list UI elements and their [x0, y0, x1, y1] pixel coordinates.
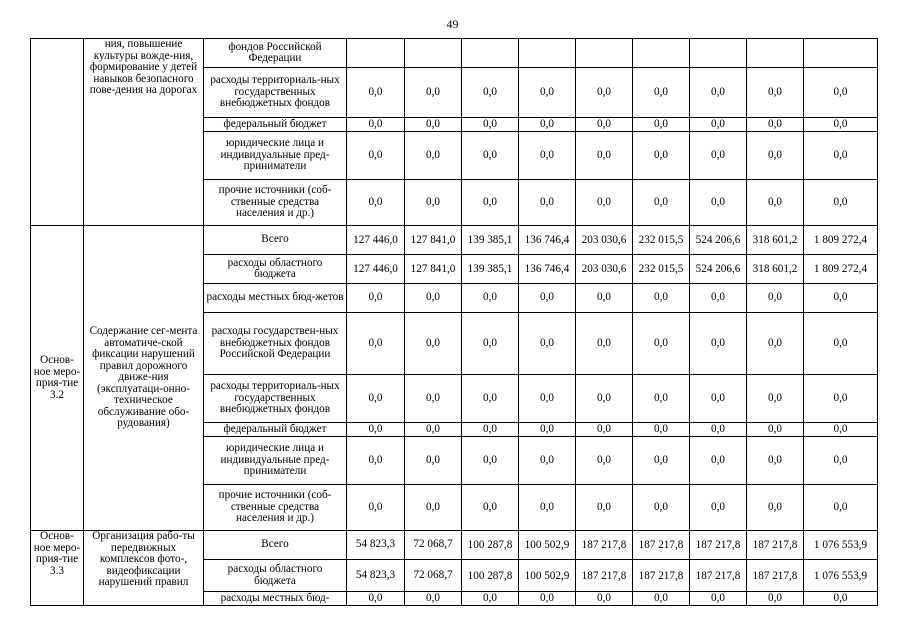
value-cell: 0,0 — [519, 592, 576, 606]
value-cell: 0,0 — [690, 284, 747, 313]
value-cell: 0,0 — [576, 592, 633, 606]
value-cell: 136 746,4 — [519, 226, 576, 255]
value-cell: 0,0 — [747, 132, 804, 180]
value-cell — [462, 39, 519, 68]
value-cell: 187 217,8 — [747, 531, 804, 560]
value-cell: 187 217,8 — [576, 560, 633, 592]
value-cell: 318 601,2 — [747, 226, 804, 255]
value-cell: 0,0 — [462, 592, 519, 606]
funding-source: прочие источники (соб-ственные средства населения и др.) — [204, 485, 347, 531]
value-cell: 0,0 — [690, 423, 747, 437]
value-cell: 203 030,6 — [576, 226, 633, 255]
value-cell: 0,0 — [347, 118, 405, 132]
funding-source: расходы областного бюджета — [204, 255, 347, 284]
value-cell: 0,0 — [405, 180, 462, 226]
value-cell: 0,0 — [347, 180, 405, 226]
value-cell — [747, 39, 804, 68]
funding-source: расходы местных бюд- — [204, 592, 347, 606]
value-cell: 127 446,0 — [347, 255, 405, 284]
value-cell: 0,0 — [462, 375, 519, 423]
value-cell: 318 601,2 — [747, 255, 804, 284]
value-cell — [405, 39, 462, 68]
value-cell: 0,0 — [347, 485, 405, 531]
value-cell: 0,0 — [462, 313, 519, 375]
value-cell: 72 068,7 — [405, 560, 462, 592]
value-cell: 0,0 — [804, 284, 878, 313]
funding-source: юридические лица и индивидуальные пред-приниматели — [204, 437, 347, 485]
value-cell: 0,0 — [576, 68, 633, 118]
value-cell: 0,0 — [519, 313, 576, 375]
measure-label: Основ-ное меро-прия-тие 3.3 — [31, 531, 84, 606]
table-row — [31, 226, 878, 255]
budget-table — [30, 38, 878, 606]
value-cell: 0,0 — [747, 284, 804, 313]
value-cell: 0,0 — [519, 180, 576, 226]
value-cell: 524 206,6 — [690, 255, 747, 284]
value-cell: 127 841,0 — [405, 226, 462, 255]
value-cell: 0,0 — [690, 118, 747, 132]
value-cell: 0,0 — [347, 375, 405, 423]
value-cell: 0,0 — [747, 423, 804, 437]
value-cell: 72 068,7 — [405, 531, 462, 560]
value-cell: 0,0 — [462, 423, 519, 437]
value-cell: 0,0 — [747, 118, 804, 132]
value-cell: 0,0 — [747, 180, 804, 226]
value-cell: 0,0 — [576, 485, 633, 531]
value-cell — [804, 39, 878, 68]
value-cell: 0,0 — [405, 68, 462, 118]
value-cell: 187 217,8 — [576, 531, 633, 560]
funding-source: федеральный бюджет — [204, 423, 347, 437]
value-cell: 100 502,9 — [519, 531, 576, 560]
value-cell: 0,0 — [690, 437, 747, 485]
value-cell: 0,0 — [462, 437, 519, 485]
value-cell — [633, 39, 690, 68]
value-cell: 1 076 553,9 — [804, 560, 878, 592]
value-cell: 187 217,8 — [690, 531, 747, 560]
value-cell: 0,0 — [804, 180, 878, 226]
funding-source: расходы областного бюджета — [204, 560, 347, 592]
value-cell: 0,0 — [462, 485, 519, 531]
value-cell: 0,0 — [633, 68, 690, 118]
value-cell: 0,0 — [347, 437, 405, 485]
value-cell: 0,0 — [347, 68, 405, 118]
value-cell: 0,0 — [690, 485, 747, 531]
page-number: 49 — [446, 17, 459, 31]
value-cell: 0,0 — [405, 485, 462, 531]
value-cell: 0,0 — [462, 118, 519, 132]
value-cell: 0,0 — [633, 423, 690, 437]
value-cell: 0,0 — [405, 592, 462, 606]
value-cell: 0,0 — [804, 592, 878, 606]
value-cell: 0,0 — [690, 313, 747, 375]
value-cell: 0,0 — [804, 423, 878, 437]
value-cell: 100 287,8 — [462, 560, 519, 592]
value-cell: 187 217,8 — [690, 560, 747, 592]
value-cell: 0,0 — [576, 118, 633, 132]
table-row — [31, 39, 878, 68]
value-cell: 0,0 — [747, 592, 804, 606]
value-cell: 0,0 — [519, 68, 576, 118]
value-cell: 0,0 — [633, 375, 690, 423]
value-cell: 0,0 — [405, 118, 462, 132]
measure-label — [31, 39, 84, 226]
value-cell: 0,0 — [633, 180, 690, 226]
value-cell: 0,0 — [519, 118, 576, 132]
value-cell: 127 841,0 — [405, 255, 462, 284]
funding-source: расходы местных бюд-жетов — [204, 284, 347, 313]
funding-source: Всего — [204, 226, 347, 255]
value-cell: 0,0 — [747, 485, 804, 531]
value-cell: 524 206,6 — [690, 226, 747, 255]
value-cell: 0,0 — [804, 132, 878, 180]
funding-source: расходы территориаль-ных государственных внебюджетных фондов — [204, 375, 347, 423]
value-cell: 0,0 — [519, 437, 576, 485]
value-cell: 0,0 — [347, 313, 405, 375]
measure-label: Основ-ное меро-прия-тие 3.2 — [31, 226, 84, 531]
value-cell: 0,0 — [633, 284, 690, 313]
value-cell: 0,0 — [519, 485, 576, 531]
funding-source: прочие источники (соб-ственные средства населения и др.) — [204, 180, 347, 226]
value-cell: 0,0 — [804, 485, 878, 531]
value-cell: 0,0 — [405, 132, 462, 180]
value-cell: 0,0 — [405, 375, 462, 423]
value-cell: 0,0 — [576, 180, 633, 226]
value-cell — [690, 39, 747, 68]
value-cell: 0,0 — [633, 118, 690, 132]
value-cell: 0,0 — [747, 437, 804, 485]
value-cell: 187 217,8 — [633, 531, 690, 560]
value-cell: 54 823,3 — [347, 531, 405, 560]
value-cell: 232 015,5 — [633, 255, 690, 284]
value-cell: 0,0 — [804, 118, 878, 132]
value-cell: 187 217,8 — [633, 560, 690, 592]
value-cell: 0,0 — [576, 375, 633, 423]
value-cell: 203 030,6 — [576, 255, 633, 284]
value-cell: 127 446,0 — [347, 226, 405, 255]
value-cell: 0,0 — [804, 68, 878, 118]
value-cell: 0,0 — [690, 592, 747, 606]
funding-source: фондов Российской Федерации — [204, 39, 347, 68]
value-cell: 0,0 — [405, 423, 462, 437]
value-cell: 0,0 — [576, 437, 633, 485]
value-cell: 0,0 — [519, 284, 576, 313]
measure-name: Содержание сег-мента автоматиче-ской фиксации нарушений правил дорожного движе-ния (эксплуатаци-онно-техническое обслуживание обо-рудования) — [84, 226, 204, 531]
value-cell: 0,0 — [462, 68, 519, 118]
value-cell — [347, 39, 405, 68]
value-cell: 1 809 272,4 — [804, 255, 878, 284]
value-cell: 0,0 — [519, 423, 576, 437]
value-cell: 0,0 — [633, 132, 690, 180]
measure-name: Организация рабо-ты передвижных комплексов фото-, видеофиксации нарушений правил — [84, 531, 204, 606]
value-cell: 0,0 — [576, 423, 633, 437]
value-cell: 0,0 — [519, 132, 576, 180]
value-cell: 0,0 — [347, 284, 405, 313]
value-cell: 0,0 — [690, 132, 747, 180]
value-cell: 139 385,1 — [462, 255, 519, 284]
value-cell: 0,0 — [747, 375, 804, 423]
value-cell: 0,0 — [405, 437, 462, 485]
value-cell: 0,0 — [405, 313, 462, 375]
value-cell: 0,0 — [576, 284, 633, 313]
value-cell: 0,0 — [405, 284, 462, 313]
value-cell: 0,0 — [347, 423, 405, 437]
value-cell: 139 385,1 — [462, 226, 519, 255]
value-cell: 0,0 — [633, 485, 690, 531]
value-cell: 0,0 — [347, 132, 405, 180]
value-cell: 1 076 553,9 — [804, 531, 878, 560]
value-cell: 0,0 — [633, 437, 690, 485]
value-cell: 0,0 — [347, 592, 405, 606]
value-cell: 0,0 — [747, 313, 804, 375]
measure-name: ния, повышение культуры вожде-ния, формирование у детей навыков безопасного пове-дения на дорогах — [84, 39, 204, 226]
value-cell: 0,0 — [690, 68, 747, 118]
value-cell: 100 287,8 — [462, 531, 519, 560]
value-cell: 0,0 — [462, 132, 519, 180]
value-cell: 187 217,8 — [747, 560, 804, 592]
table-row — [31, 531, 878, 560]
value-cell — [519, 39, 576, 68]
value-cell: 0,0 — [519, 375, 576, 423]
value-cell: 0,0 — [576, 313, 633, 375]
value-cell: 0,0 — [690, 180, 747, 226]
value-cell: 1 809 272,4 — [804, 226, 878, 255]
funding-source: юридические лица и индивидуальные пред-приниматели — [204, 132, 347, 180]
value-cell: 0,0 — [576, 132, 633, 180]
funding-source: расходы территориаль-ных государственных внебюджетных фондов — [204, 68, 347, 118]
value-cell: 0,0 — [747, 68, 804, 118]
value-cell: 0,0 — [633, 592, 690, 606]
value-cell: 54 823,3 — [347, 560, 405, 592]
value-cell: 136 746,4 — [519, 255, 576, 284]
value-cell: 0,0 — [633, 313, 690, 375]
value-cell: 0,0 — [462, 180, 519, 226]
funding-source: федеральный бюджет — [204, 118, 347, 132]
funding-source: расходы государствен-ных внебюджетных фондов Российской Федерации — [204, 313, 347, 375]
value-cell — [576, 39, 633, 68]
value-cell: 0,0 — [804, 375, 878, 423]
value-cell: 0,0 — [804, 437, 878, 485]
value-cell: 232 015,5 — [633, 226, 690, 255]
value-cell: 100 502,9 — [519, 560, 576, 592]
value-cell: 0,0 — [690, 375, 747, 423]
value-cell: 0,0 — [804, 313, 878, 375]
value-cell: 0,0 — [462, 284, 519, 313]
funding-source: Всего — [204, 531, 347, 560]
